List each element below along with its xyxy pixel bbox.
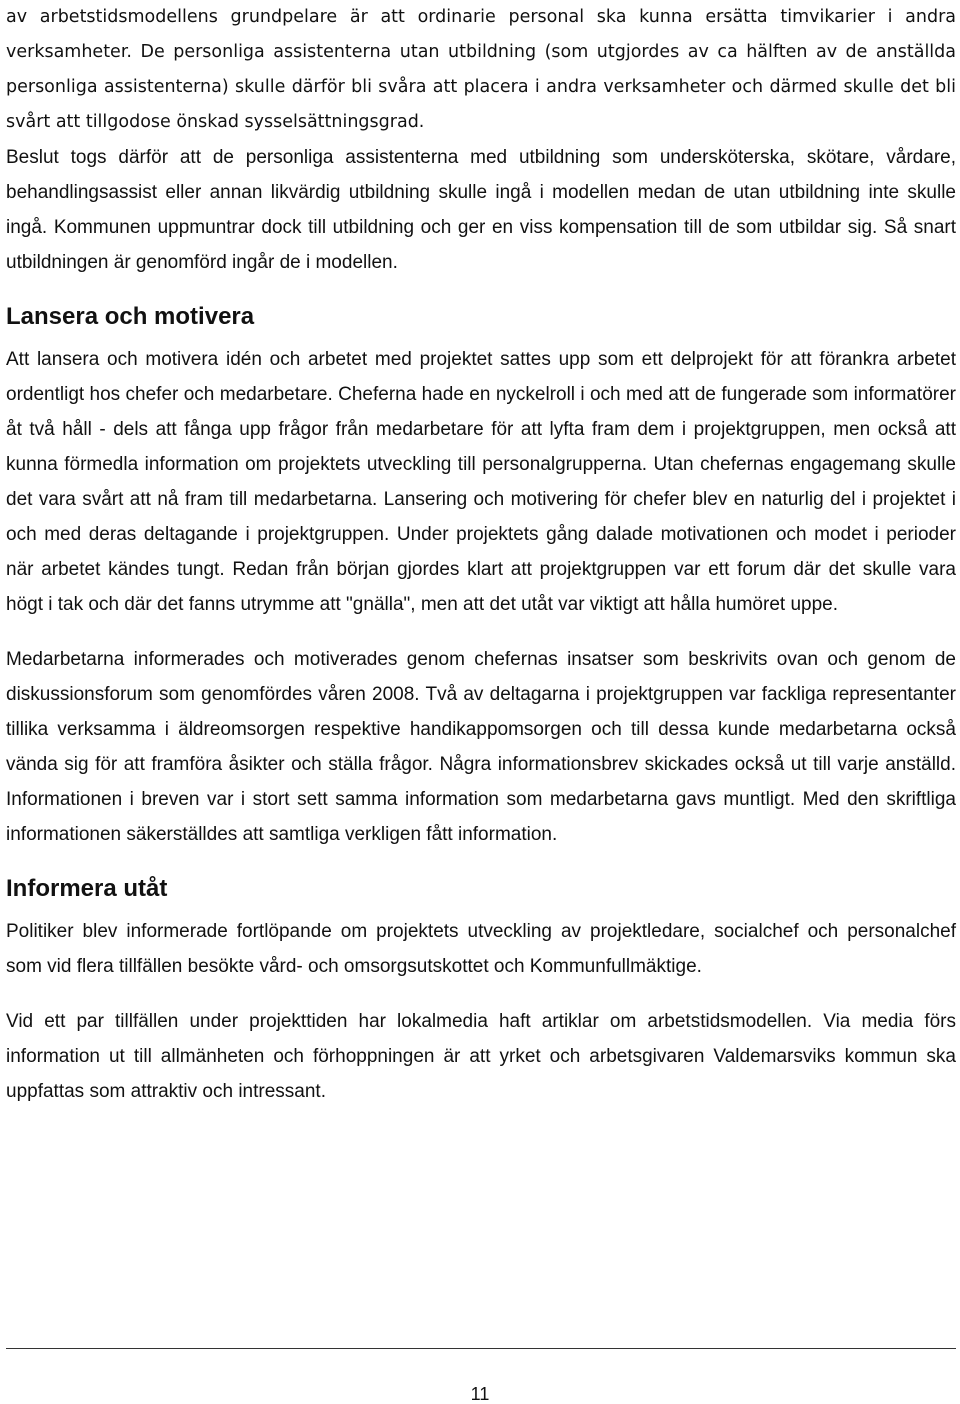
document-page [6, 0, 956, 1109]
paragraph-media: Vid ett par tillfällen under projekttiden har lokalmedia haft artiklar om arbetstidsmodellen. Via media förs information ut till allmänheten och förhoppningen är att yrket och arbetsgivaren Valdemarsviks kommun ska uppfattas som attraktiv och intressant. [6, 1011, 956, 1102]
paragraph-medarbetarna: Medarbetarna informerades och motiverades genom chefernas insatser som beskrivits ovan och genom de diskussionsforum som genomfördes våren 2008. Två av deltagarna i projektgruppen var fackliga representanter tillika verksamma i äldreomsorgen respektive handikappomsorgen och till dessa kunde medarbetarna också vända sig för att framföra åsikter och ställa frågor. Några informationsbrev skickades också ut till varje anställd. Informationen i breven var i stort sett samma information som medarbetarna gavs muntligt. Med den skriftliga informationen säkerställdes att samtliga verkligen fått information. [6, 649, 956, 845]
footnote-divider [6, 1348, 956, 1349]
paragraph-lansera: Att lansera och motivera idén och arbetet med projektet sattes upp som ett delprojekt för att förankra arbetet ordentligt hos chefer och medarbetare. Cheferna hade en nyckelroll i och med att de fungerade som informatörer åt två håll - dels att fånga upp frågor från medarbetare för att lyfta fram dem i projektgruppen, men också att kunna förmedla information om projektets utveckling till personalgrupperna. Utan chefernas engagemang skulle det vara svårt att nå fram till medarbetarna. Lansering och motivering för chefer blev en naturlig del i projektet i och med deras deltagande i projektgruppen. Under projektets gång dalade motivationen och modet i perioder när arbetet kändes tungt. Redan från början gjordes klart att projektgruppen var ett forum där det skulle vara högt i tak och där det fanns utrymme att "gnälla", men att det utåt var viktigt att hålla humöret uppe. [6, 349, 956, 615]
paragraph-politiker: Politiker blev informerade fortlöpande om projektets utveckling av projektledare, socialchef och personalchef som vid flera tillfällen besökte vård- och omsorgsutskottet och Kommunfullmäktige. [6, 921, 956, 977]
heading-lansera-och-motivera: Lansera och motivera [6, 303, 255, 330]
paragraph-assistants-decision: Beslut togs därför att de personliga assistenterna med utbildning som undersköterska, skötare, vårdare, behandlingsassist eller annan likvärdig utbildning skulle ingå i modellen medan de utan utbildning inte skulle ingå. Kommunen uppmuntrar dock till utbildning och ger en viss kompensation till de som utbildar sig. Så snart utbildningen är genomförd ingår de i modellen. [6, 147, 956, 273]
paragraph-gap [6, 622, 956, 642]
paragraph-gap [6, 984, 956, 1004]
heading-informera-utat: Informera utåt [6, 875, 168, 902]
page-number: 11 [470, 1384, 490, 1404]
paragraph-assistants-intro: av arbetstidsmodellens grundpelare är att ordinarie personal ska kunna ersätta timvikarier i andra verksamheter. De personliga assistenterna utan utbildning (som utgjordes av ca hälften av de anställda personliga assistenterna) skulle därför bli svåra att placera i andra verksamheter och därmed skulle det bli svårt att tillgodose önskad sysselsättningsgrad. [6, 7, 956, 132]
